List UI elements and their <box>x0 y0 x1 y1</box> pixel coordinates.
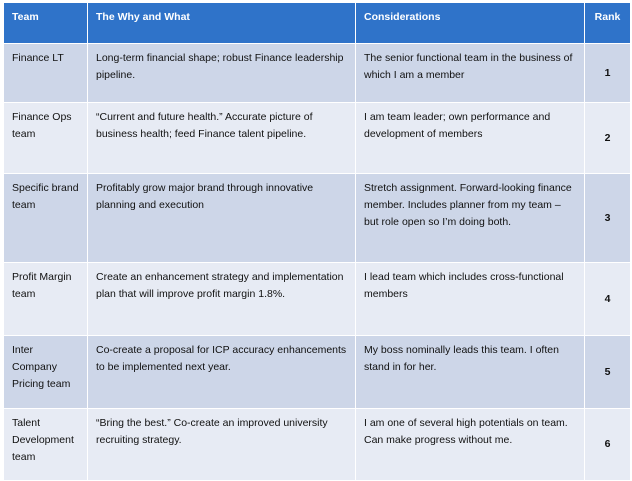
team-priorities-table <box>3 2 631 481</box>
header-considerations: Considerations <box>356 3 585 44</box>
why-cell: “Current and future health.” Accurate picture of business health; feed Finance talent pipeline. <box>88 103 356 174</box>
team-cell: Inter Company Pricing team <box>4 336 88 409</box>
rank-cell: 2 <box>585 103 631 174</box>
table-row <box>4 263 631 336</box>
table-row <box>4 44 631 103</box>
rank-cell: 6 <box>585 409 631 481</box>
team-cell: Talent Development team <box>4 409 88 481</box>
table-row <box>4 409 631 481</box>
header-team: Team <box>4 3 88 44</box>
why-cell: Create an enhancement strategy and implementation plan that will improve profit margin 1.8%. <box>88 263 356 336</box>
considerations-cell: Stretch assignment. Forward-looking finance member. Includes planner from my team – but role open so I’m doing both. <box>356 174 585 263</box>
team-cell: Finance LT <box>4 44 88 103</box>
team-cell: Profit Margin team <box>4 263 88 336</box>
considerations-cell: The senior functional team in the business of which I am a member <box>356 44 585 103</box>
considerations-cell: My boss nominally leads this team. I often stand in for her. <box>356 336 585 409</box>
considerations-cell: I lead team which includes cross-functional members <box>356 263 585 336</box>
table-row <box>4 336 631 409</box>
considerations-cell: I am one of several high potentials on team. Can make progress without me. <box>356 409 585 481</box>
table-row <box>4 103 631 174</box>
team-cell: Specific brand team <box>4 174 88 263</box>
rank-cell: 5 <box>585 336 631 409</box>
header-why-and-what: The Why and What <box>88 3 356 44</box>
rank-cell: 1 <box>585 44 631 103</box>
why-cell: Long-term financial shape; robust Finance leadership pipeline. <box>88 44 356 103</box>
why-cell: “Bring the best.” Co-create an improved university recruiting strategy. <box>88 409 356 481</box>
header-row <box>4 3 631 44</box>
team-cell: Finance Ops team <box>4 103 88 174</box>
why-cell: Co-create a proposal for ICP accuracy enhancements to be implemented next year. <box>88 336 356 409</box>
table-row <box>4 174 631 263</box>
why-cell: Profitably grow major brand through innovative planning and execution <box>88 174 356 263</box>
rank-cell: 3 <box>585 174 631 263</box>
header-rank: Rank <box>585 3 631 44</box>
considerations-cell: I am team leader; own performance and development of members <box>356 103 585 174</box>
rank-cell: 4 <box>585 263 631 336</box>
